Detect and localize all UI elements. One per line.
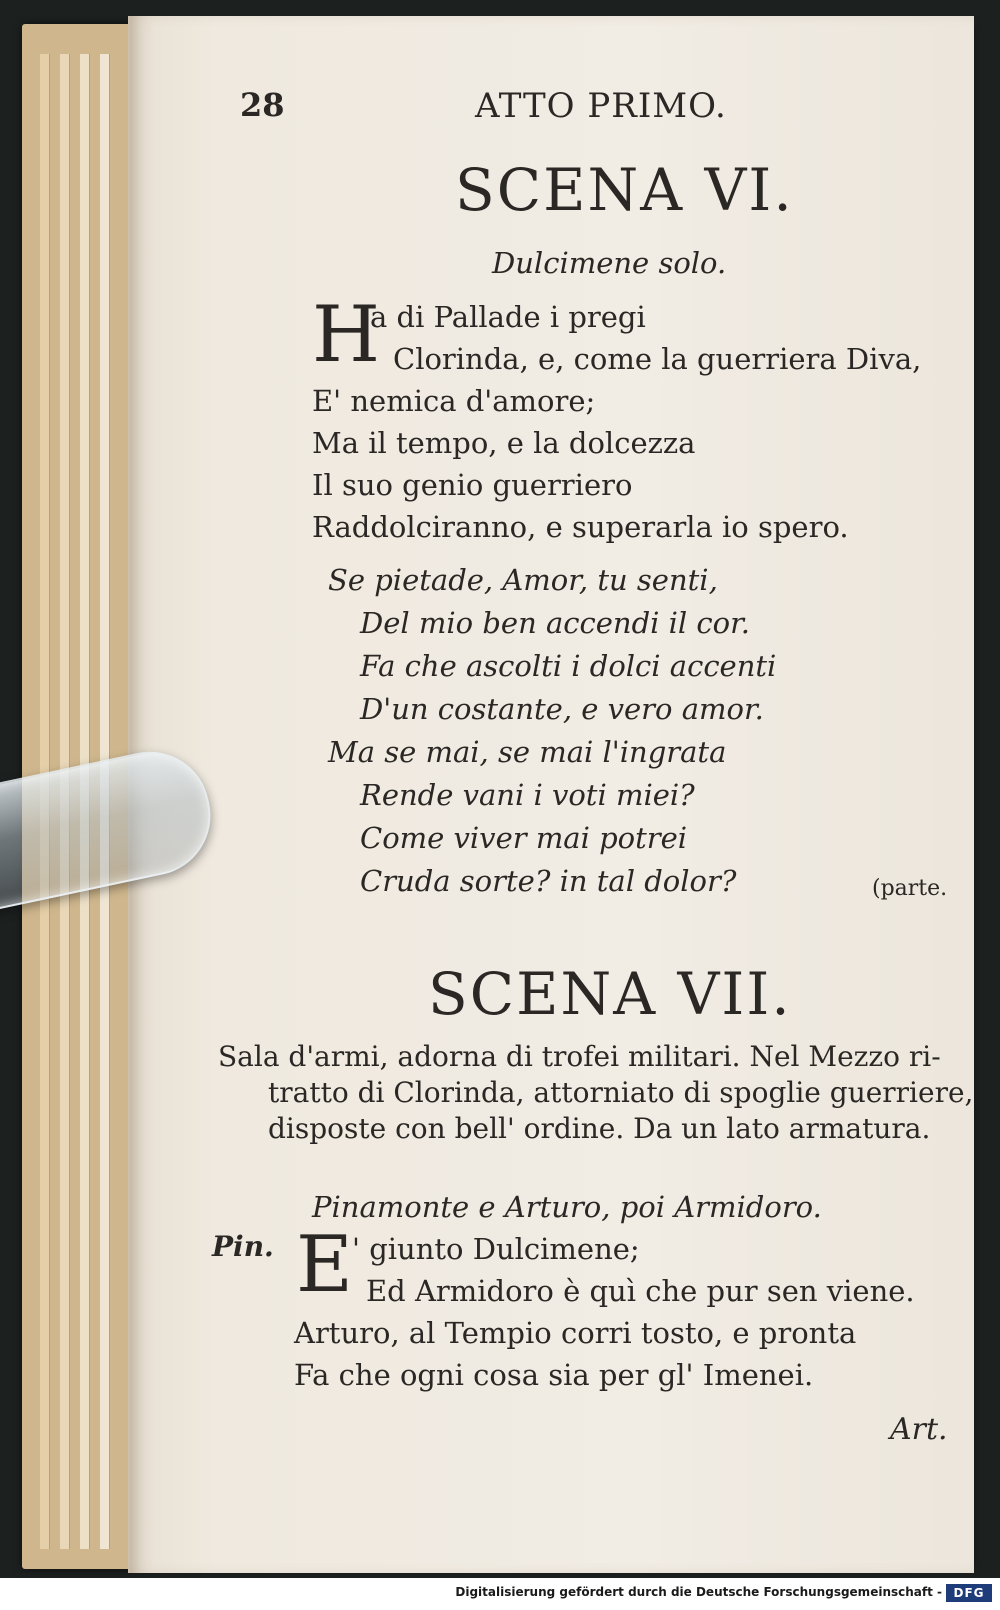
verse-line: E' nemica d'amore; <box>312 384 596 418</box>
verse-line: Raddolciranno, e superarla io spero. <box>312 510 849 544</box>
footer-bar <box>0 1578 1000 1610</box>
aria-line: Cruda sorte? in tal dolor? <box>360 864 737 898</box>
page-number: 28 <box>240 86 285 124</box>
verse-line: Fa che ogni cosa sia per gl' Imenei. <box>294 1358 814 1392</box>
verse-line: a di Pallade i pregi <box>370 300 646 334</box>
stage-direction-line: Sala d'armi, adorna di trofei militari. Nel Mezzo ri- <box>218 1040 941 1073</box>
running-head: ATTO PRIMO. <box>475 86 727 126</box>
stage-direction-line: disposte con bell' ordine. Da un lato armatura. <box>268 1112 931 1145</box>
speaker-label: Pin. <box>212 1230 274 1263</box>
aria-line: Se pietade, Amor, tu senti, <box>328 563 718 597</box>
character-heading: Pinamonte e Arturo, poi Armidoro. <box>312 1190 822 1224</box>
aria-line: D'un costante, e vero amor. <box>360 692 764 726</box>
verse-line: Arturo, al Tempio corri tosto, e pronta <box>294 1316 857 1350</box>
character-heading: Dulcimene solo. <box>492 246 727 280</box>
aria-line: Ma se mai, se mai l'ingrata <box>328 735 727 769</box>
stage-direction-line: tratto di Clorinda, attorniato di spoglie guerriere, <box>268 1076 974 1109</box>
drop-cap: H <box>312 290 381 380</box>
footer-credit: Digitalisierung gefördert durch die Deutsche Forschungsgemeinschaft - <box>455 1585 942 1599</box>
aria-line: Rende vani i voti miei? <box>360 778 695 812</box>
verse-line: ' giunto Dulcimene; <box>352 1232 640 1266</box>
drop-cap: E <box>296 1220 353 1310</box>
aria-line: Fa che ascolti i dolci accenti <box>360 649 777 683</box>
catchword: Art. <box>890 1412 948 1447</box>
scene-title: SCENA VI. <box>455 156 794 224</box>
verse-line: Il suo genio guerriero <box>312 468 633 502</box>
verse-line: Clorinda, e, come la guerriera Diva, <box>393 342 922 376</box>
verse-line: Ed Armidoro è quì che pur sen viene. <box>366 1274 915 1308</box>
dfg-logo: DFG <box>946 1584 992 1602</box>
scene-title: SCENA VII. <box>428 960 792 1028</box>
verse-line: Ma il tempo, e la dolcezza <box>312 426 696 460</box>
exit-direction: (parte. <box>872 876 948 901</box>
aria-line: Del mio ben accendi il cor. <box>360 606 751 640</box>
aria-line: Come viver mai potrei <box>360 821 688 855</box>
